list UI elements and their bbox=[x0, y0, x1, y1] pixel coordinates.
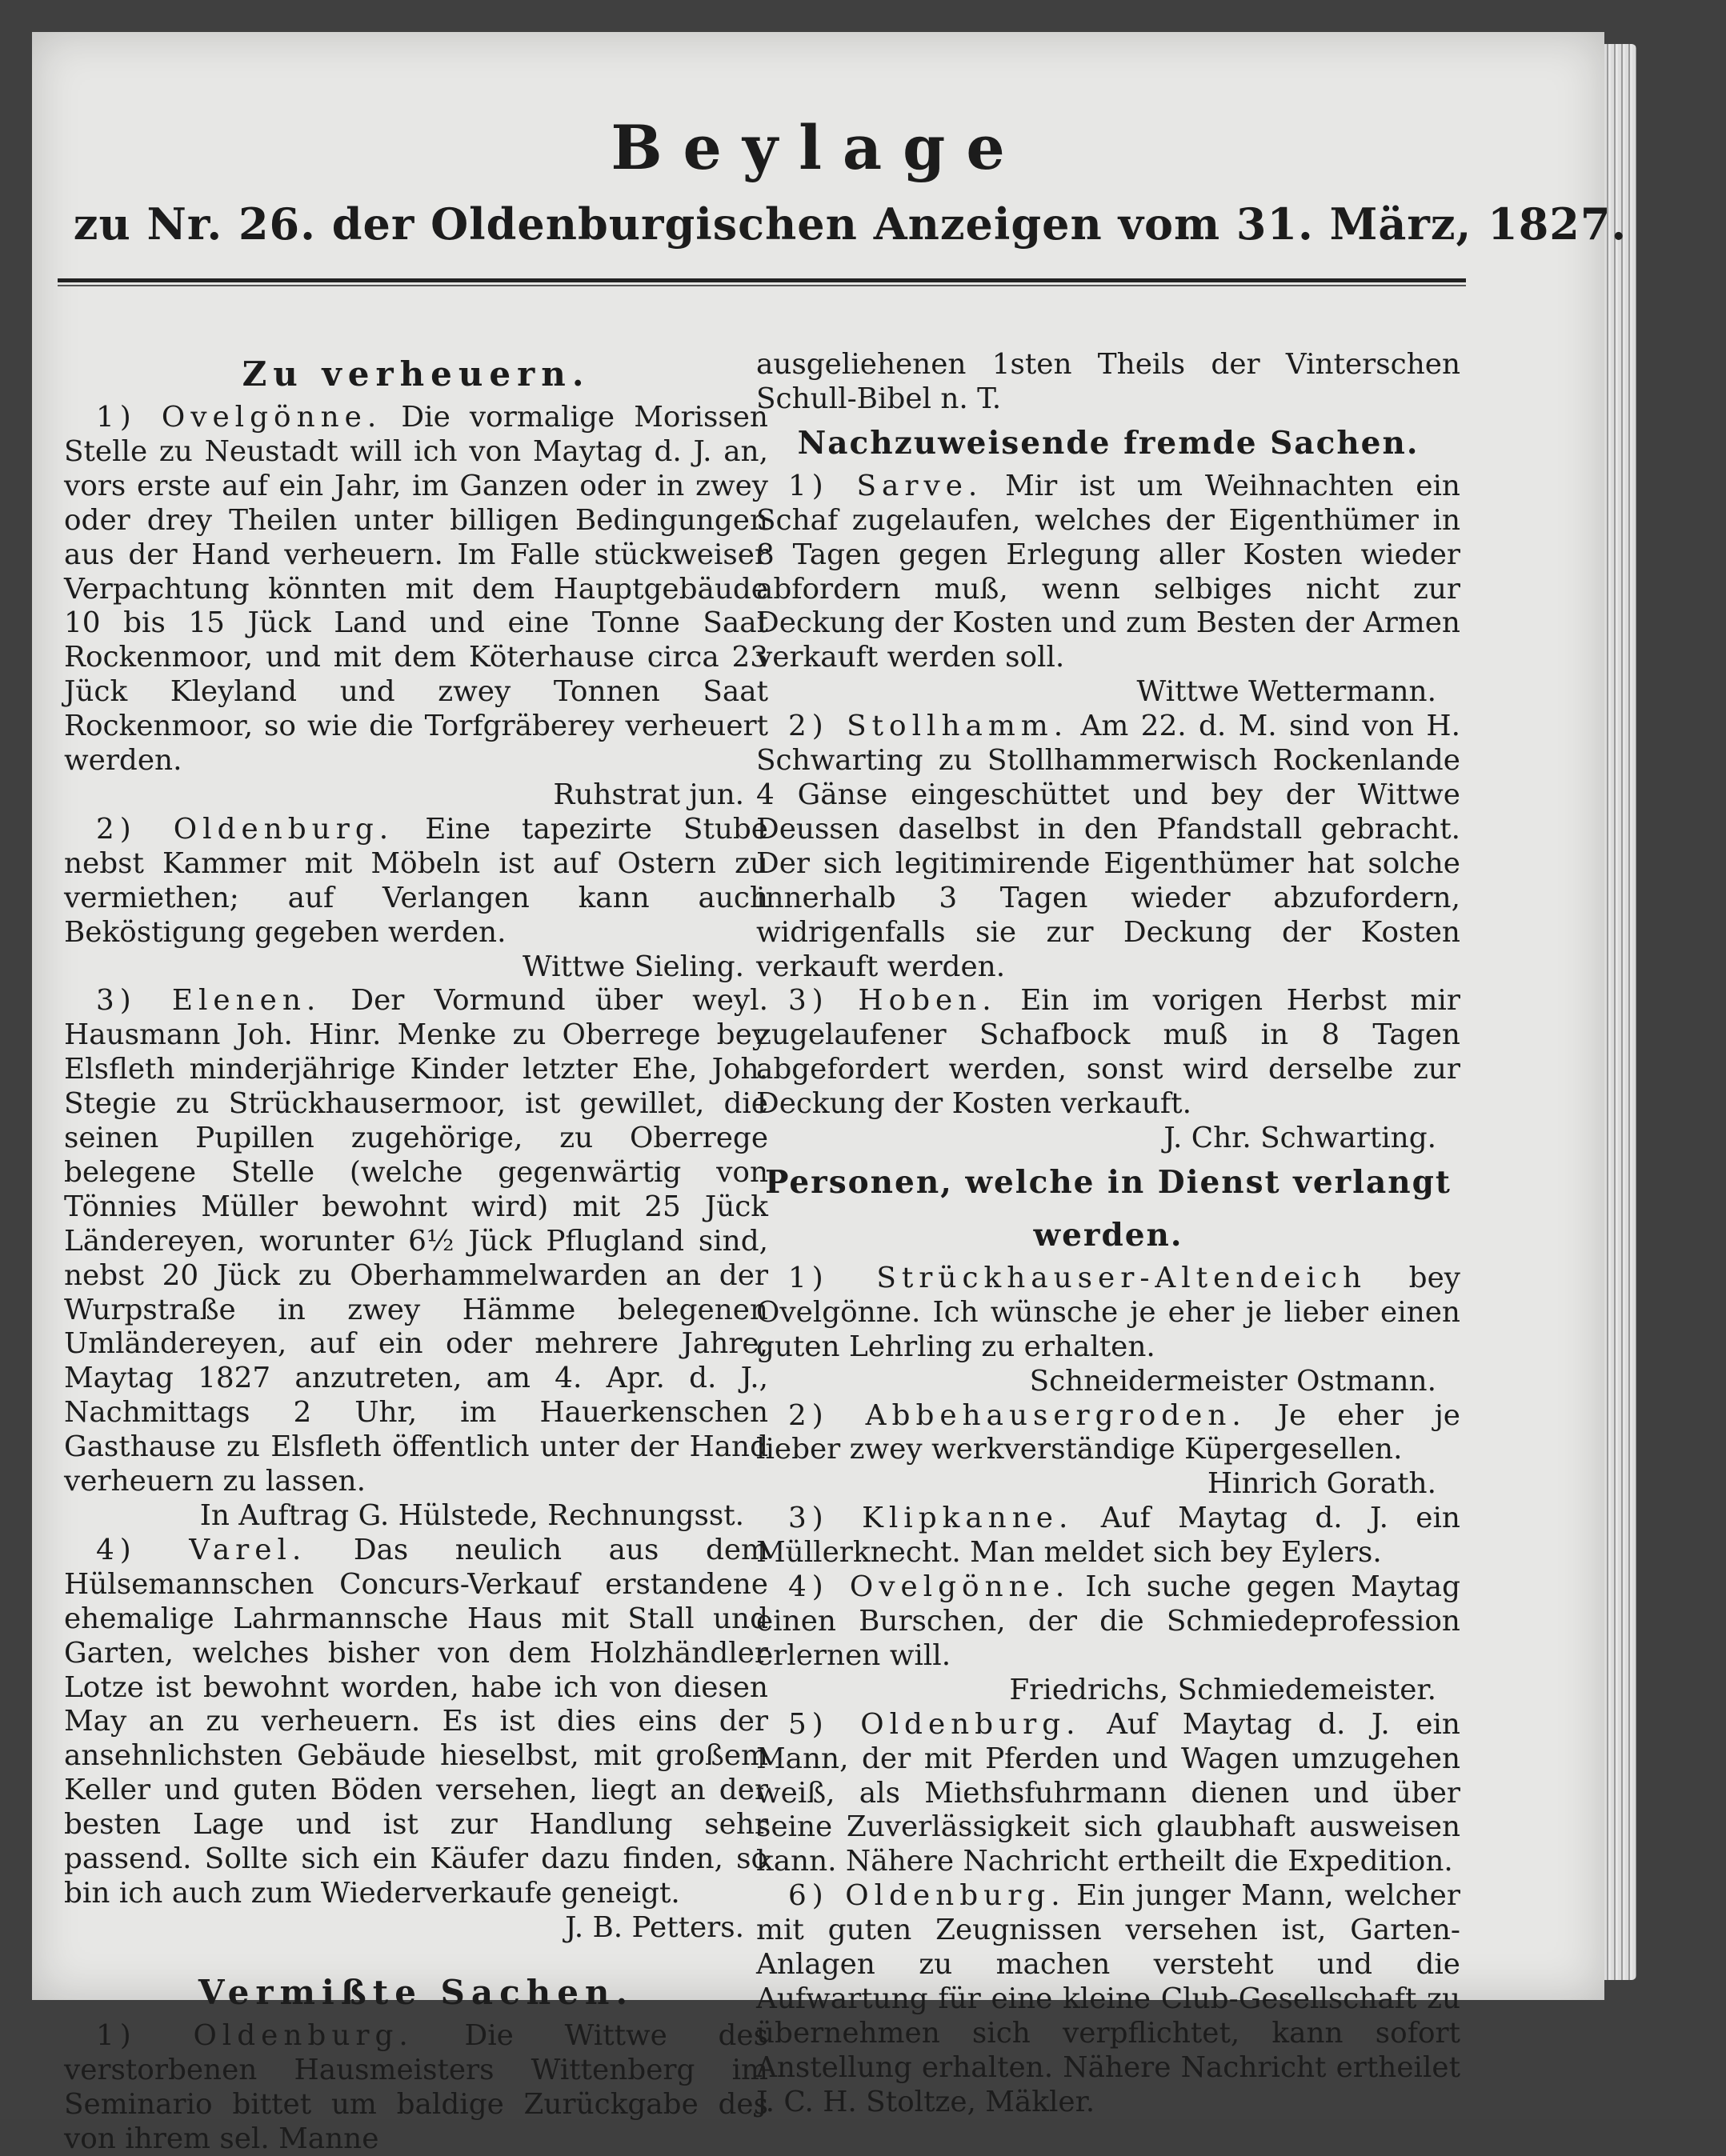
notice-place: 3) Hoben. bbox=[788, 984, 997, 1018]
page-subtitle: zu Nr. 26. der Oldenburgischen Anzeigen vom 31. März, 1827. bbox=[73, 198, 1628, 250]
notice-text: Auf Maytag d. J. ein Müllerknecht. Man meldet sich bey Eylers. bbox=[756, 1502, 1460, 1570]
notice-text: Ein im vorigen Herbst mir zugelaufener Schafbock muß in 8 Tagen abgefordert werden, sonst wird derselbe zur Deckung der Kosten verkauft. bbox=[756, 984, 1460, 1121]
section-heading-personen-dienst: Personen, welche in Dienst verlangt werden. bbox=[765, 1163, 1452, 1254]
notice-signature: Schneidermeister Ostmann. bbox=[1029, 1364, 1436, 1398]
notice-text: Am 22. d. M. sind von H. Schwarting zu Stollhammerwisch Rockenlande 4 Gänse eingeschüttet und bey der Wittwe Deussen daselbst in den Pfandstall gebracht. Der sich legitimirende Eigenthümer hat solche innerhalb 3 Tagen wieder abzufordern, widrigenfalls sie zur Deckung der Kosten verkauft werden. bbox=[756, 710, 1460, 983]
notice-item bbox=[756, 1879, 1460, 2119]
newspaper-page bbox=[32, 32, 1628, 2155]
header-rule bbox=[58, 278, 1466, 286]
notice-place: 2) Stollhamm. bbox=[788, 710, 1069, 743]
notice-place: 1) Oldenburg. bbox=[96, 2018, 414, 2052]
section-heading-vermisste-sachen: Vermißte Sachen. bbox=[198, 1972, 635, 2012]
notice-text: Eine tapezirte Stube nebst Kammer mit Möbeln ist auf Ostern zu vermiethen; auf Verlangen kann auch Beköstigung gegeben werden. bbox=[64, 812, 768, 949]
spacer bbox=[64, 1946, 768, 1966]
notice-place: 1) Sarve. bbox=[788, 469, 983, 502]
notice-text: Die Wittwe des verstorbenen Hausmeisters Wittenberg im Seminario bittet um baldige Zurückgabe des von ihrem sel. Manne bbox=[64, 2018, 768, 2155]
notice-signature: J. Chr. Schwarting. bbox=[1163, 1122, 1436, 1155]
notice-item bbox=[756, 1262, 1460, 1365]
notice-text: Auf Maytag d. J. ein Mann, der mit Pferden und Wagen umzugehen weiß, als Miethsfuhrmann dienen und über seine Zuverlässigkeit sich glaubhaft ausweisen kann. Nähere Nachricht ertheilt die Expedition. bbox=[756, 1707, 1460, 1878]
notice-item bbox=[756, 470, 1460, 675]
notice-item bbox=[756, 1502, 1460, 1570]
notice-item bbox=[64, 2019, 768, 2156]
notice-item bbox=[756, 1708, 1460, 1880]
notice-text: Ein junger Mann, welcher mit guten Zeugnissen versehen ist, Garten-Anlagen zu machen versteht und die Aufwartung für eine kleine Club-Gesellschaft zu übernehmen sich verpflichtet, kann sofort Anstellung erhalten. Nähere Nachricht ertheilet J. C. H. Stoltze, Mäkler. bbox=[756, 1879, 1460, 2118]
section-heading-zu-verheuern: Zu verheuern. bbox=[242, 354, 591, 394]
notice-place: 6) Oldenburg. bbox=[788, 1879, 1066, 1913]
notice-text: Das neulich aus dem Hülsemannschen Concurs-Verkauf erstandene ehemalige Lahrmannsche Haus mit Stall und Garten, welches bisher von dem Holzhändler Lotze ist bewohnt worden, habe ich von diesen May an zu verheuern. Es ist dies eins der ansehnlichsten Gebäude hieselbst, mit großem Keller und guten Böden versehen, liegt an der besten Lage und ist zur Handlung sehr passend. Sollte sich ein Käufer dazu finden, so bin ich auch zum Wiederverkaufe geneigt. bbox=[64, 1533, 768, 1910]
notice-text: Mir ist um Weihnachten ein Schaf zugelaufen, welches der Eigenthümer in 8 Tagen gegen Erlegung aller Kosten wieder abfordern muß, wenn selbiges nicht zur Deckung der Kosten und zum Besten der Armen verkauft werden soll. bbox=[756, 469, 1460, 674]
notice-text: bey Ovelgönne. Ich wünsche je eher je lieber einen guten Lehrling zu erhalten. bbox=[756, 1261, 1460, 1363]
notice-signature: In Auftrag G. Hülstede, Rechnungsst. bbox=[199, 1499, 744, 1532]
notice-item bbox=[64, 813, 768, 950]
notice-signature: J. B. Petters. bbox=[565, 1910, 744, 1944]
notice-place: 4) Varel. bbox=[96, 1533, 307, 1566]
notice-text: Die vormalige Morissen Stelle zu Neustadt will ich von Maytag d. J. an, vors erste auf ein Jahr, im Ganzen oder in zwey oder drey Theilen unter billigen Bedingungen aus der Hand verheuern. Im Falle stückweiser Verpachtung könnten mit dem Hauptgebäude 10 bis 15 Jück Land und eine Tonne Saat Rockenmoor, und mit dem Köterhause circa 23 Jück Kleyland und zwey Tonnen Saat Rockenmoor, so wie die Torfgräberey verheuert werden. bbox=[64, 401, 768, 778]
notice-place: 1) Ovelgönne. bbox=[96, 401, 382, 434]
notice-place: 1) Strückhauser-Altendeich bbox=[788, 1261, 1367, 1294]
notice-text: Ich suche gegen Maytag einen Burschen, der die Schmiedeprofession erlernen will. bbox=[756, 1570, 1460, 1672]
notice-signature: Friedrichs, Schmiedemeister. bbox=[1009, 1673, 1436, 1706]
notice-signature: Ruhstrat jun. bbox=[553, 778, 744, 811]
continued-text: ausgeliehenen 1sten Theils der Vinterschen Schull-Bibel n. T. bbox=[756, 348, 1460, 415]
notice-place: 5) Oldenburg. bbox=[788, 1707, 1081, 1741]
right-column bbox=[756, 348, 1460, 2120]
notice-place: 3) Elenen. bbox=[96, 984, 322, 1018]
notice-item bbox=[756, 1399, 1460, 1468]
section-heading-nachzuweisende-sachen: Nachzuweisende fremde Sachen. bbox=[797, 424, 1420, 462]
notice-text: Der Vormund über weyl. Hausmann Joh. Hinr. Menke zu Oberrege bey Elsfleth minderjährige Kinder letzter Ehe, Joh. Stegie zu Strückhausermoor, ist gewillet, die seinen Pupillen zugehörige, zu Oberrege belegene Stelle (welche gegenwärtig von Tönnies Müller bewohnt wird) mit 25 Jück Ländereyen, worunter 6½ Jück Pflugland sind, nebst 20 Jück zu Oberhammelwarden an der Wurpstraße in zwey Hämme belegenen Umländereyen, auf ein oder mehrere Jahre, Maytag 1827 anzutreten, am 4. Apr. d. J., Nachmittags 2 Uhr, im Hauerkenschen Gasthause zu Elsfleth öffentlich unter der Hand verheuern zu lassen. bbox=[64, 984, 768, 1498]
notice-place: 2) Oldenburg. bbox=[96, 812, 394, 846]
notice-item bbox=[64, 1534, 768, 1911]
notice-place: 4) Ovelgönne. bbox=[788, 1570, 1071, 1604]
notice-item bbox=[756, 984, 1460, 1122]
notice-place: 2) Abbehausergroden. bbox=[788, 1398, 1247, 1432]
page-title: Beylage bbox=[611, 112, 1026, 183]
notice-item bbox=[756, 1570, 1460, 1674]
notice-text: Je eher je lieber zwey werkverständige Küpergesellen. bbox=[756, 1398, 1460, 1466]
notice-item bbox=[64, 984, 768, 1499]
left-column bbox=[64, 348, 768, 2156]
notice-item bbox=[64, 401, 768, 778]
notice-signature: Wittwe Wettermann. bbox=[1136, 675, 1436, 709]
notice-place: 3) Klipkanne. bbox=[788, 1502, 1074, 1535]
notice-signature: Wittwe Sieling. bbox=[523, 950, 744, 983]
notice-signature: Hinrich Gorath. bbox=[1207, 1467, 1436, 1501]
notice-item bbox=[756, 710, 1460, 984]
